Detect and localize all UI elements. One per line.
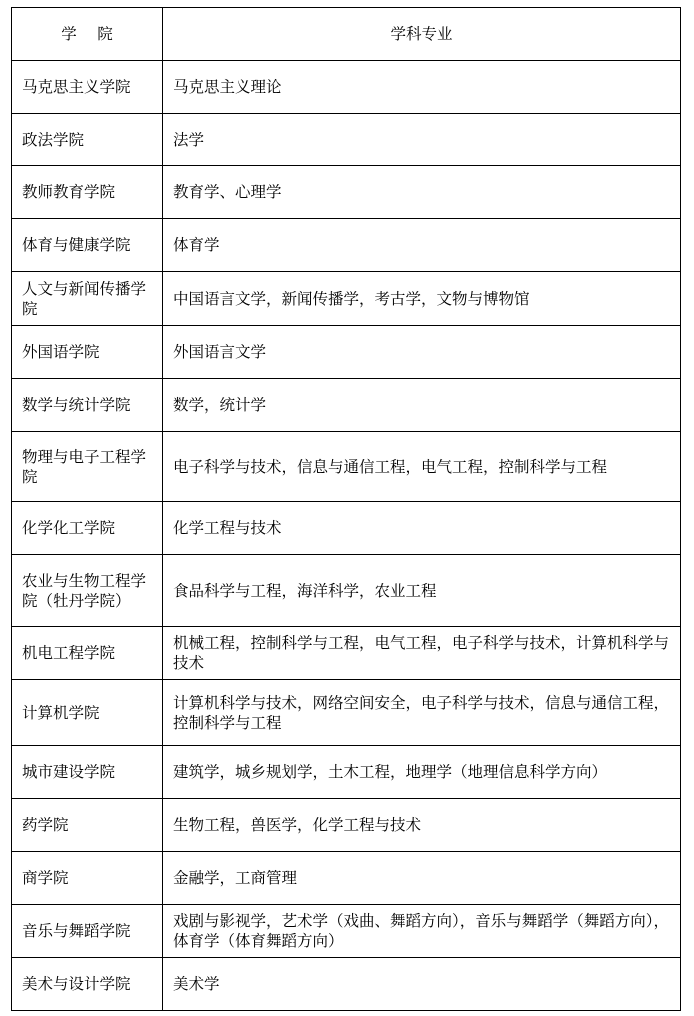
table-row: [12, 379, 681, 432]
college-cell: 美术与设计学院: [12, 958, 163, 1011]
major-cell: 计算机科学与技术，网络空间安全，电子科学与技术，信息与通信工程，控制科学与工程: [163, 680, 681, 746]
major-cell: 美术学: [163, 958, 681, 1011]
major-cell: 马克思主义理论: [163, 61, 681, 114]
college-cell: 化学化工学院: [12, 502, 163, 555]
major-cell: 电子科学与技术，信息与通信工程，电气工程，控制科学与工程: [163, 432, 681, 502]
college-cell: 教师教育学院: [12, 166, 163, 219]
college-cell: 商学院: [12, 852, 163, 905]
table-row: [12, 61, 681, 114]
major-cell: 金融学，工商管理: [163, 852, 681, 905]
header-major: 学科专业: [163, 8, 681, 61]
table-row: [12, 272, 681, 326]
table-row: [12, 958, 681, 1011]
major-cell: 戏剧与影视学，艺术学（戏曲、舞蹈方向），音乐与舞蹈学（舞蹈方向），体育学（体育舞蹈方向）: [163, 905, 681, 958]
table-row: [12, 746, 681, 799]
college-majors-table: [11, 7, 681, 1011]
major-cell: 机械工程，控制科学与工程，电气工程，电子科学与技术，计算机科学与技术: [163, 627, 681, 680]
table-row: [12, 852, 681, 905]
header-college: 学 院: [12, 8, 163, 61]
table-row: [12, 555, 681, 627]
major-cell: 中国语言文学，新闻传播学，考古学，文物与博物馆: [163, 272, 681, 326]
college-cell: 农业与生物工程学院（牡丹学院）: [12, 555, 163, 627]
table-row: [12, 627, 681, 680]
college-cell: 药学院: [12, 799, 163, 852]
major-cell: 法学: [163, 114, 681, 166]
college-cell: 音乐与舞蹈学院: [12, 905, 163, 958]
college-cell: 体育与健康学院: [12, 219, 163, 272]
table-row: [12, 166, 681, 219]
college-cell: 外国语学院: [12, 326, 163, 379]
table-row: [12, 905, 681, 958]
major-cell: 建筑学，城乡规划学，土木工程，地理学（地理信息科学方向）: [163, 746, 681, 799]
table-row: [12, 432, 681, 502]
college-cell: 机电工程学院: [12, 627, 163, 680]
college-cell: 城市建设学院: [12, 746, 163, 799]
table-row: [12, 114, 681, 166]
college-cell: 物理与电子工程学院: [12, 432, 163, 502]
college-cell: 计算机学院: [12, 680, 163, 746]
table-row: [12, 680, 681, 746]
major-cell: 食品科学与工程，海洋科学，农业工程: [163, 555, 681, 627]
college-cell: 数学与统计学院: [12, 379, 163, 432]
table-header-row: [12, 8, 681, 61]
college-cell: 人文与新闻传播学院: [12, 272, 163, 326]
major-cell: 生物工程，兽医学，化学工程与技术: [163, 799, 681, 852]
major-cell: 教育学、心理学: [163, 166, 681, 219]
table-row: [12, 502, 681, 555]
table-row: [12, 219, 681, 272]
table-row: [12, 799, 681, 852]
major-cell: 外国语言文学: [163, 326, 681, 379]
college-cell: 马克思主义学院: [12, 61, 163, 114]
major-cell: 化学工程与技术: [163, 502, 681, 555]
college-cell: 政法学院: [12, 114, 163, 166]
table-row: [12, 326, 681, 379]
major-cell: 体育学: [163, 219, 681, 272]
major-cell: 数学，统计学: [163, 379, 681, 432]
